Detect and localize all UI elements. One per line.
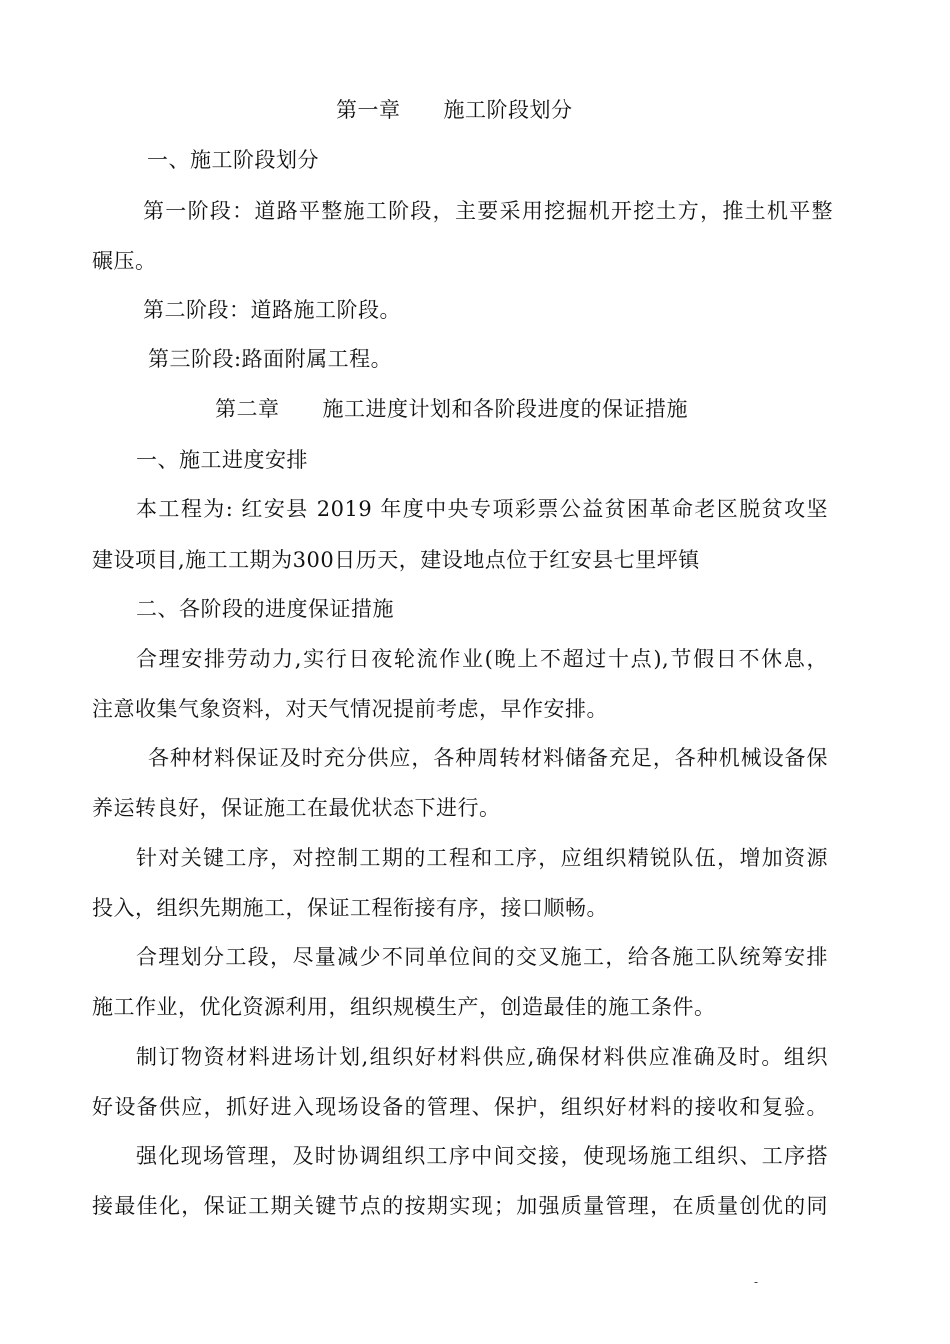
p3-line1: 各种材料保证及时充分供应，各种周转材料储备充足，各种机械设备保 (148, 746, 828, 770)
p6-line1: 制订物资材料进场计划,组织好材料供应,确保材料供应准确及时。组织 (136, 1045, 828, 1069)
p3-line2: 养运转良好，保证施工在最优状态下进行。 (92, 796, 501, 820)
stage1-line2: 碾压。 (92, 249, 157, 273)
p1-line1: 本工程为: 红安县 2019 年度中央专项彩票公益贫困革命老区脱贫攻坚 (136, 497, 828, 521)
stage3-text: 第三阶段:路面附属工程。 (148, 347, 393, 371)
p5-line2: 施工作业，优化资源利用，组织规模生产，创造最佳的施工条件。 (92, 995, 716, 1019)
p7-line1: 强化现场管理，及时协调组织工序中间交接，使现场施工组织、工序搭 (136, 1144, 828, 1168)
p6-line2: 好设备供应，抓好进入现场设备的管理、保护，组织好材料的接收和复验。 (92, 1095, 828, 1119)
p5-line1: 合理划分工段，尽量减少不同单位间的交叉施工，给各施工队统筹安排 (136, 945, 828, 969)
chapter2-title: 第二章 施工进度计划和各阶段进度的保证措施 (215, 397, 688, 421)
p2-line1: 合理安排劳动力,实行日夜轮流作业(晚上不超过十点),节假日不休息， (136, 647, 828, 671)
stage2-text: 第二阶段：道路施工阶段。 (143, 298, 401, 322)
stage1-line1: 第一阶段：道路平整施工阶段，主要采用挖掘机开挖土方，推土机平整 (143, 199, 833, 223)
chapter2-section1-heading: 一、施工进度安排 (136, 448, 308, 472)
chapter1-title: 第一章 施工阶段划分 (336, 98, 573, 122)
p4-line1: 针对关键工序，对控制工期的工程和工序，应组织精锐队伍，增加资源 (136, 846, 828, 870)
p7-line2: 接最佳化，保证工期关键节点的按期实现；加强质量管理，在质量创优的同 (92, 1194, 828, 1218)
p4-line2: 投入，组织先期施工，保证工程衔接有序，接口顺畅。 (92, 896, 608, 920)
page-footer-mark: - (754, 1275, 759, 1289)
p1-line2: 建设项目,施工工期为300日历天，建设地点位于红安县七里坪镇 (92, 548, 700, 572)
chapter2-section2-heading: 二、各阶段的进度保证措施 (136, 597, 394, 621)
p2-line2: 注意收集气象资料，对天气情况提前考虑，早作安排。 (92, 697, 608, 721)
chapter1-section1-heading: 一、施工阶段划分 (147, 148, 319, 172)
